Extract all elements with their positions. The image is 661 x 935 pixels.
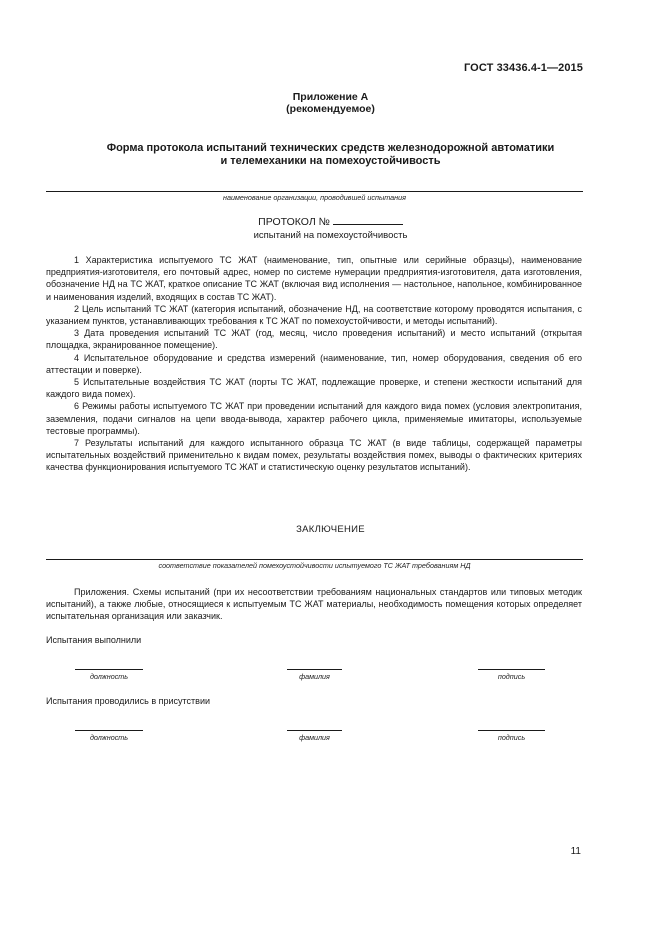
surname-caption: фамилия [299, 733, 330, 742]
protocol-subtitle: испытаний на помехоустойчивость [253, 230, 408, 241]
page-number: 11 [570, 846, 581, 857]
position-caption: должность [89, 672, 129, 681]
surname-caption: фамилия [299, 672, 330, 681]
appendix-note [46, 586, 582, 623]
annex-title: Приложение А [292, 91, 369, 103]
signature-caption: подпись [497, 733, 526, 742]
conclusion-title: ЗАКЛЮЧЕНИЕ [296, 524, 365, 535]
paragraph-test-influences: 5 Испытательные воздействия ТС ЖАТ (порты ТС ЖАТ, подлежащие проверке, и степени жесткости испытаний для каждого вида помех). [46, 377, 582, 400]
standard-number: ГОСТ 33436.4-1—2015 [463, 62, 583, 74]
conclusion-line [46, 559, 583, 560]
appendix-text: Приложения. Схемы испытаний (при их несоответствии требованиям национальных стандартов или типовых методик испытаний), а также любые, относящиеся к испытуемым ТС ЖАТ материалы, необходимость помещения которых определяет испытательная организация или заказчик. [46, 587, 582, 622]
organization-caption: наименование организации, проводившей испытания [223, 193, 406, 202]
surname-line [287, 730, 342, 731]
signature-line [478, 669, 545, 670]
organization-line [46, 191, 583, 192]
paragraph-date-place: 3 Дата проведения испытаний ТС ЖАТ (год, месяц, число проведения испытаний) и место испытаний (открытая площадка, экранированное помещение). [46, 328, 582, 351]
signature-line [478, 730, 545, 731]
protocol-contents [46, 254, 582, 474]
form-title-line-2: и телемеханики на помехоустойчивость [220, 155, 441, 167]
form-title-line-1: Форма протокола испытаний технических средств железнодорожной автоматики [106, 142, 555, 154]
protocol-number-label: ПРОТОКОЛ № [258, 216, 330, 228]
signature-label-witnessed: Испытания проводились в присутствии [46, 696, 210, 706]
position-line [75, 730, 143, 731]
annex-status: (рекомендуемое) [286, 103, 375, 115]
signature-label-performed: Испытания выполнили [46, 635, 142, 645]
paragraph-operating-modes: 6 Режимы работы испытуемого ТС ЖАТ при проведении испытаний для каждого вида помех (условия электропитания, заземления, подачи сигналов на цепи ввода-вывода, характер рабочего цикла, применяемые имитаторы, используемые тестовые программы). [46, 401, 582, 436]
position-caption: должность [89, 733, 129, 742]
paragraph-purpose: 2 Цель испытаний ТС ЖАТ (категория испытаний, обозначение НД, на соответствие которому проводятся испытания, с указанием пунктов, устанавливающих требования к ТС ЖАТ по помехоустойчивости, и методы испытаний). [46, 303, 582, 327]
position-line [75, 669, 143, 670]
paragraph-results: 7 Результаты испытаний для каждого испытанного образца ТС ЖАТ (в виде таблицы, содержащей параметры испытательных воздействий применительно к видам помех, результаты воздействия помех, выводы о фактических критериях качества функционирования испытуемого ТС ЖАТ и статистическую оценку результатов испытаний). [46, 438, 582, 473]
signature-caption: подпись [497, 672, 526, 681]
paragraph-equipment: 4 Испытательное оборудование и средства измерений (наименование, тип, номер оборудования, сведения об его аттестации и поверке). [46, 352, 582, 375]
protocol-number [0, 216, 661, 228]
surname-line [287, 669, 342, 670]
paragraph-characteristics: 1 Характеристика испытуемого ТС ЖАТ (наименование, тип, опытные или серийные образцы), наименование предприятия-изготовителя, его почтовый адрес, номер по системе нумерации предприятия-изготовителя, дата изготовления, обозначение НД на ТС ЖАТ, краткое описание ТС ЖАТ (включая вид исполнения — настольное, напольное, комбинированное и наименования изделий, входящих в состав ТС ЖАТ). [46, 255, 582, 302]
protocol-number-blank [333, 216, 403, 225]
conclusion-caption: соответствие показателей помехоустойчивости испытуемого ТС ЖАТ требованиям НД [158, 561, 471, 570]
